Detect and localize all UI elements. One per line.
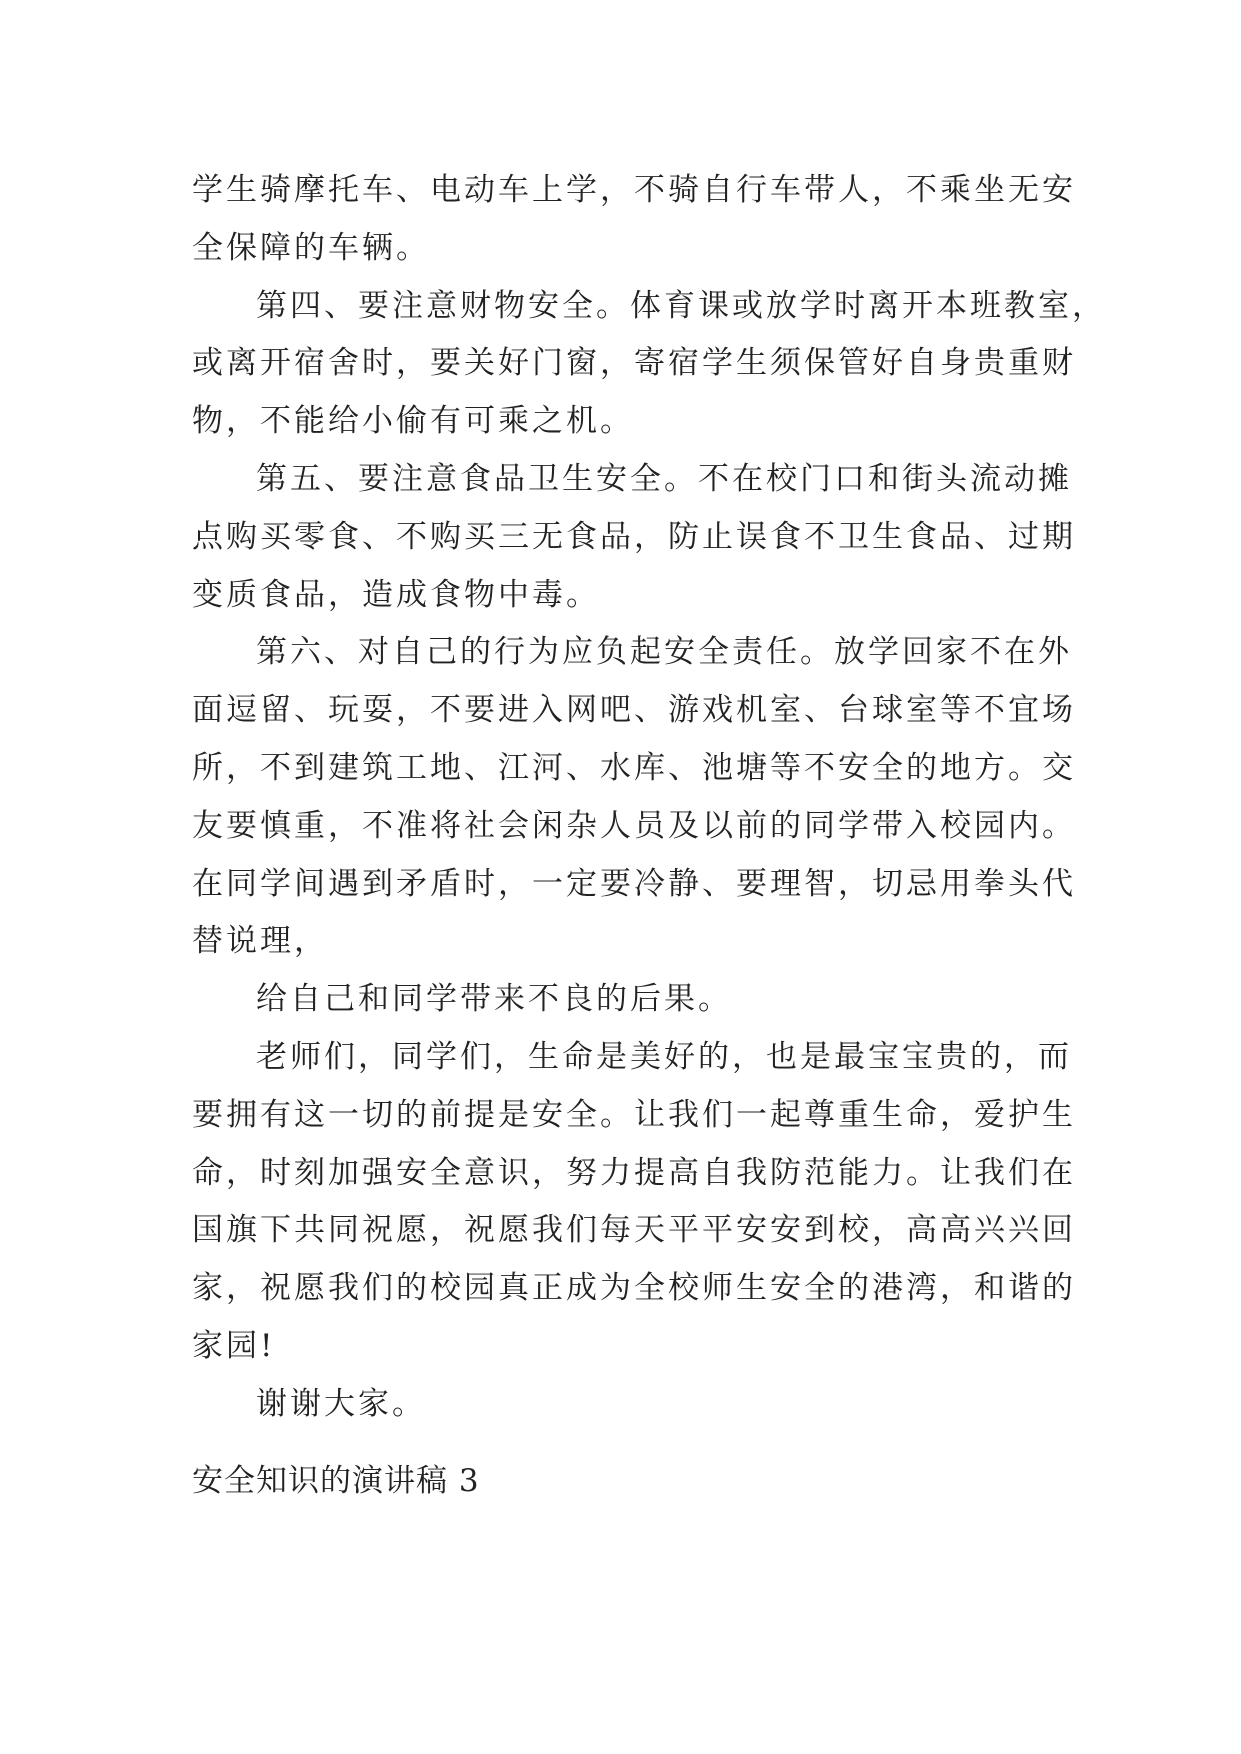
text-line: 物，不能给小偷有可乘之机。 xyxy=(192,403,634,440)
text-line: 学生骑摩托车、电动车上学，不骑自行车带人，不乘坐无安 xyxy=(192,172,1076,208)
text-line: 点购买零食、不购买三无食品，防止误食不卫生食品、过期 xyxy=(192,518,1076,555)
text-line: 国旗下共同祝愿，祝愿我们每天平平安安到校，高高兴兴回 xyxy=(192,1212,1076,1249)
section-heading: 安全知识的演讲稿 3 xyxy=(192,1463,480,1499)
text-line: 家园! xyxy=(192,1327,276,1364)
text-line: 在同学间遇到矛盾时，一定要冷静、要理智，切忌用拳头代 xyxy=(192,865,1076,902)
text-line: 或离开宿舍时，要关好门窗，寄宿学生须保管好自身贵重财 xyxy=(192,345,1076,382)
text-line: 面逗留、玩耍，不要进入网吧、游戏机室、台球室等不宜场 xyxy=(192,692,1076,729)
text-line: 家，祝愿我们的校园真正成为全校师生安全的港湾，和谐的 xyxy=(192,1270,1076,1307)
text-line: 要拥有这一切的前提是安全。让我们一起尊重生命，爱护生 xyxy=(192,1096,1076,1133)
paragraph-start-line: 第六、对自己的行为应负起安全责任。放学回家不在外 xyxy=(256,634,1072,671)
body-text xyxy=(192,162,1106,1434)
paragraph-start-line: 老师们，同学们，生命是美好的，也是最宝宝贵的，而 xyxy=(256,1038,1072,1075)
paragraph-start-line: 第四、要注意财物安全。体育课或放学时离开本班教室， xyxy=(256,287,1106,324)
paragraph-start-line: 给自己和同学带来不良的后果。 xyxy=(256,981,732,1018)
text-line: 全保障的车辆。 xyxy=(192,229,430,266)
text-line: 变质食品，造成食物中毒。 xyxy=(192,576,600,613)
text-line: 命，时刻加强安全意识，努力提高自我防范能力。让我们在 xyxy=(192,1154,1076,1191)
text-line: 所，不到建筑工地、江河、水库、池塘等不安全的地方。交 xyxy=(192,749,1076,786)
text-line: 替说理， xyxy=(192,923,328,960)
paragraph-start-line: 谢谢大家。 xyxy=(256,1385,426,1422)
text-line: 友要慎重，不准将社会闲杂人员及以前的同学带入校园内。 xyxy=(192,807,1076,844)
paragraph-start-line: 第五、要注意食品卫生安全。不在校门口和街头流动摊 xyxy=(256,460,1072,497)
